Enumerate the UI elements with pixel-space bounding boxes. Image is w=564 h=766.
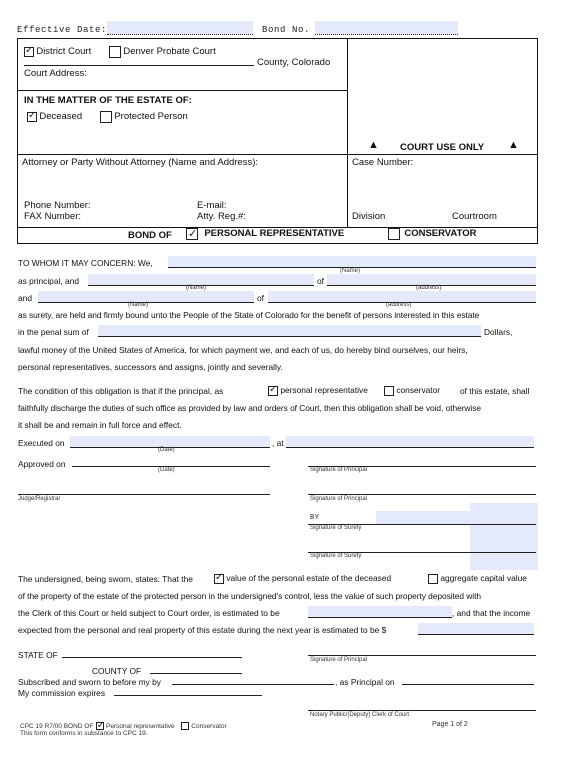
cond-conservator-checkbox[interactable] [384,386,394,396]
denver-probate-checkbox[interactable] [109,46,121,58]
to-whom-text: TO WHOM IT MAY CONCERN: We, [18,258,153,268]
condition-text: The condition of this obligation is that if the principal, as [18,386,224,396]
executed-on-label: Executed on [18,438,65,448]
value-personal-option[interactable]: ✓ value of the personal estate of the deceased [214,573,391,584]
county-of-label: COUNTY OF [92,666,142,676]
faithfully-text: faithfully discharge the duties of such office as provided by law and orders of Court, then this obligation shall be void, otherwise [18,403,481,413]
expected-text: expected from the personal and real property of this estate during the next year is estimated to be $ [18,625,387,635]
value-personal-checkbox[interactable] [214,574,224,584]
aggregate-checkbox[interactable] [428,574,438,584]
matter-heading: IN THE MATTER OF THE ESTATE OF: [24,95,192,106]
by-label: BY [310,514,320,522]
surety-name-input[interactable] [88,274,314,285]
effective-date-input[interactable] [107,21,253,34]
cond-personal-rep-option[interactable]: ✓ personal representative [268,385,368,396]
dollars-text: Dollars, [484,327,513,337]
expected-income-input[interactable] [418,623,534,634]
sig-principal-label-3: Signature of Principal [310,657,368,663]
subscribed-text: Subscribed and sworn to before my by [18,677,161,687]
footer-personal-rep-checkbox[interactable] [96,722,104,730]
principal-name-input[interactable] [168,256,536,267]
attorney-label: Attorney or Party Without Attorney (Name and Address): [22,157,259,168]
sig-surety-label-2: Signature of Surety [310,553,362,559]
deceased-checkbox[interactable] [27,112,37,122]
of-this-estate-text: of this estate, shall [460,386,530,396]
page-number: Page 1 of 2 [432,721,468,728]
clerk-text: the Clerk of this Court or held subject to Court order, is estimated to be [18,608,280,618]
deceased-option[interactable]: ✓ Deceased [27,111,82,122]
footer-form-id: CPC 19 R7/00 BOND OF ✓ Personal representative Conservator [20,720,227,730]
remain-text: it shall be and remain in full force and effect. [18,420,182,430]
surety-text: as surety, are held and firmly bound unto the People of the State of Colorado for the benefit of persons interested in this estate [18,310,480,320]
judge-registrar-label: Judge/Registrar [18,496,61,502]
bond-no-input[interactable] [315,21,458,34]
atty-reg-label: Atty. Reg.#: [197,211,246,222]
of-property-text: of the property of the estate of the protected person in the undersigned's control, less the value of such property deposited with [18,591,481,601]
up-arrow-icon: ▲ [508,139,519,151]
penal-sum-input[interactable] [98,325,481,336]
footer-conservator-checkbox[interactable] [181,722,189,730]
district-court-option[interactable]: ✓ District Court [24,46,91,57]
executed-date-input[interactable] [70,436,270,447]
notary-label: Notary Public/(Deputy) Clerk of Court [310,712,410,718]
state-of-label: STATE OF [18,650,58,660]
court-use-only-label: COURT USE ONLY [400,142,485,153]
protected-person-option[interactable]: Protected Person [100,111,188,123]
sworn-text: The undersigned, being sworn, states: That the [18,574,193,584]
sig-principal-label-2: Signature of Principal [310,496,368,502]
and-text: and [18,293,32,303]
court-address-label: Court Address: [24,68,87,79]
as-principal-text: as principal, and [18,276,79,286]
division-label: Division [352,211,386,222]
personal-rep-option[interactable]: ✓ PERSONAL REPRESENTATIVE [186,228,344,240]
sig-principal-label: Signature of Principal [310,467,368,473]
protected-person-checkbox[interactable] [100,111,112,123]
footer-conforms: This form conforms in substance to CPC 19. [20,730,148,737]
penal-sum-text: in the penal sum of [18,327,89,337]
commission-text: My commission expires [18,688,106,698]
fax-label: FAX Number: [24,211,82,222]
cond-conservator-option[interactable]: conservator [384,385,440,396]
bond-of-label: BOND OF [128,230,172,241]
as-principal-on-text: , as Principal on [335,677,395,687]
surety-seal-area[interactable] [470,503,538,570]
estimated-value-input[interactable] [308,606,452,617]
sig-surety-label: Signature of Surety [310,525,362,531]
up-arrow-icon: ▲ [368,139,379,151]
denver-probate-option[interactable]: Denver Probate Court [109,46,216,58]
cond-personal-rep-checkbox[interactable] [268,386,278,396]
case-number-label: Case Number: [352,157,414,168]
county-colorado-label: County, Colorado [257,57,331,68]
email-label: E-mail: [197,200,227,211]
aggregate-option[interactable]: aggregate capital value [428,573,527,584]
conservator-option[interactable]: CONSERVATOR [388,228,476,240]
surety-address-input[interactable] [327,274,536,285]
executed-place-input[interactable] [286,436,534,447]
second-surety-address-input[interactable] [268,291,536,302]
bond-no-label: Bond No. [262,25,311,35]
personal-rep-checkbox[interactable] [186,228,198,240]
lawful-money-text: lawful money of the United States of America, for which payment we, and each of us, do hereby bind ourselves, our heirs, [18,345,468,355]
phone-label: Phone Number: [24,200,91,211]
courtroom-label: Courtroom [452,211,497,222]
approved-on-label: Approved on [18,459,66,469]
conservator-checkbox[interactable] [388,228,400,240]
and-income-text: , and that the income [452,608,531,618]
personal-reps-text: personal representatives, successors and assigns, jointly and severally. [18,362,283,372]
second-surety-name-input[interactable] [38,291,254,302]
effective-date-label: Effective Date: [17,25,108,35]
district-court-checkbox[interactable] [24,47,34,57]
surety-by-input[interactable] [376,511,470,524]
